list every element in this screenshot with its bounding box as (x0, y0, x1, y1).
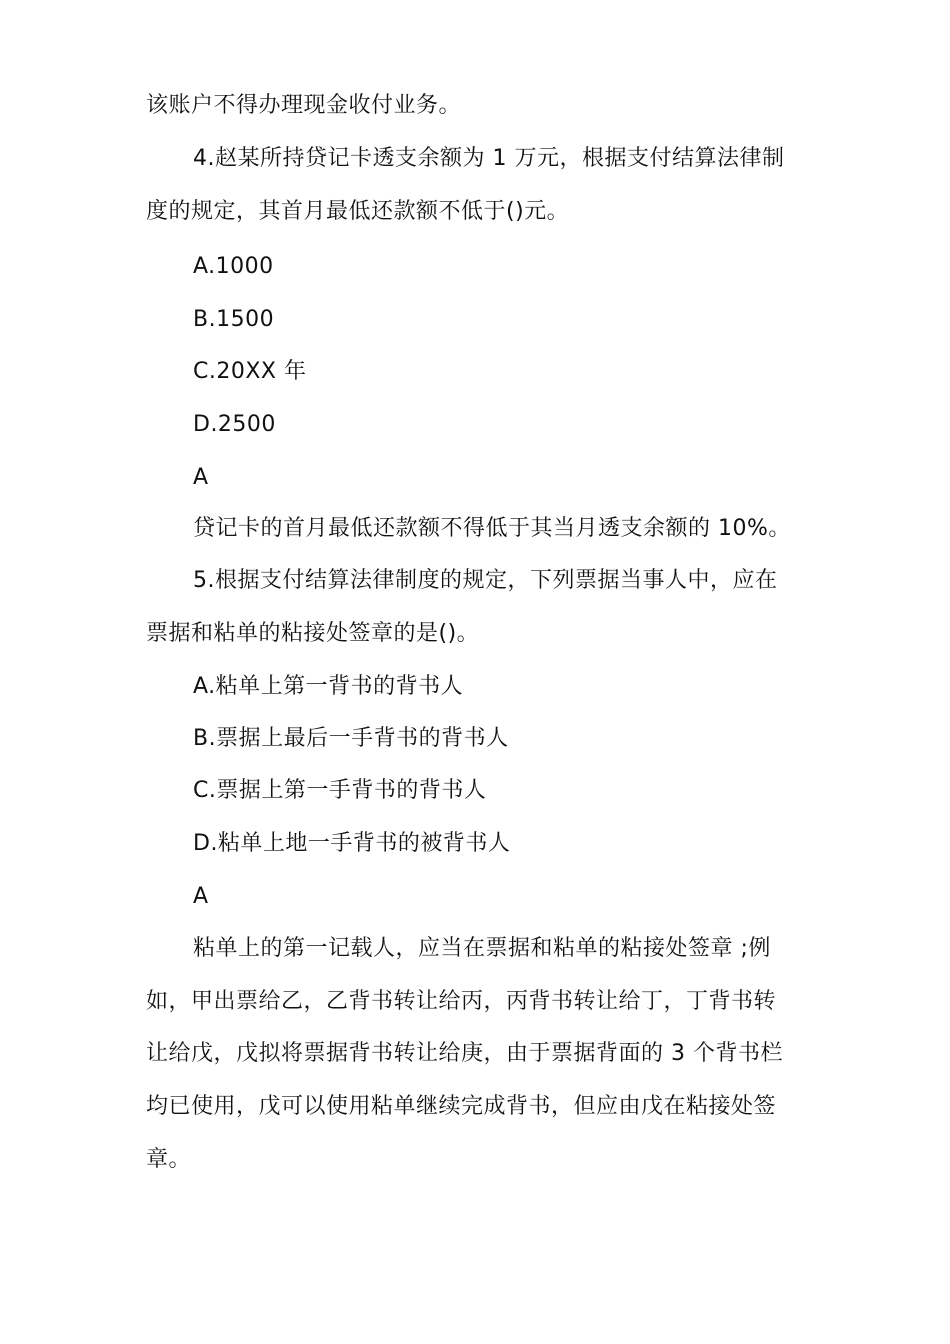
question-4-option-c: C.20XX 年 (193, 359, 307, 384)
question-5-explanation-cont: 如，甲出票给乙，乙背书转让给丙，丙背书转让给丁，丁背书转 (146, 989, 777, 1014)
question-5-option-c: C.票据上第一手背书的背书人 (193, 778, 487, 803)
question-4-stem-cont: 度的规定，其首月最低还款额不低于()元。 (146, 199, 570, 224)
question-5-explanation-cont: 让给戊，戊拟将票据背书转让给庚，由于票据背面的 3 个背书栏 (146, 1041, 783, 1066)
question-5-stem: 5.根据支付结算法律制度的规定，下列票据当事人中，应在 (193, 568, 778, 593)
question-5-explanation-end: 章。 (146, 1147, 192, 1172)
question-5-option-d: D.粘单上地一手背书的被背书人 (193, 831, 511, 856)
text-line-continuation: 该账户不得办理现金收付业务。 (146, 93, 462, 118)
question-4-stem: 4.赵某所持贷记卡透支余额为 1 万元，根据支付结算法律制 (193, 146, 785, 171)
question-5-stem-cont: 票据和粘单的粘接处签章的是()。 (146, 621, 480, 646)
question-4-answer: A (193, 465, 209, 490)
question-4-option-a: A.1000 (193, 254, 274, 279)
question-5-explanation-cont: 均已使用，戊可以使用粘单继续完成背书，但应由戊在粘接处签 (146, 1094, 777, 1119)
question-5-option-b: B.票据上最后一手背书的背书人 (193, 726, 509, 751)
question-5-option-a: A.粘单上第一背书的背书人 (193, 674, 464, 699)
question-4-option-b: B.1500 (193, 307, 275, 332)
question-4-option-d: D.2500 (193, 412, 276, 437)
question-4-explanation: 贷记卡的首月最低还款额不得低于其当月透支余额的 10%。 (193, 516, 791, 541)
question-5-explanation: 粘单上的第一记载人，应当在票据和粘单的粘接处签章 ;例 (193, 936, 771, 961)
question-5-answer: A (193, 884, 209, 909)
